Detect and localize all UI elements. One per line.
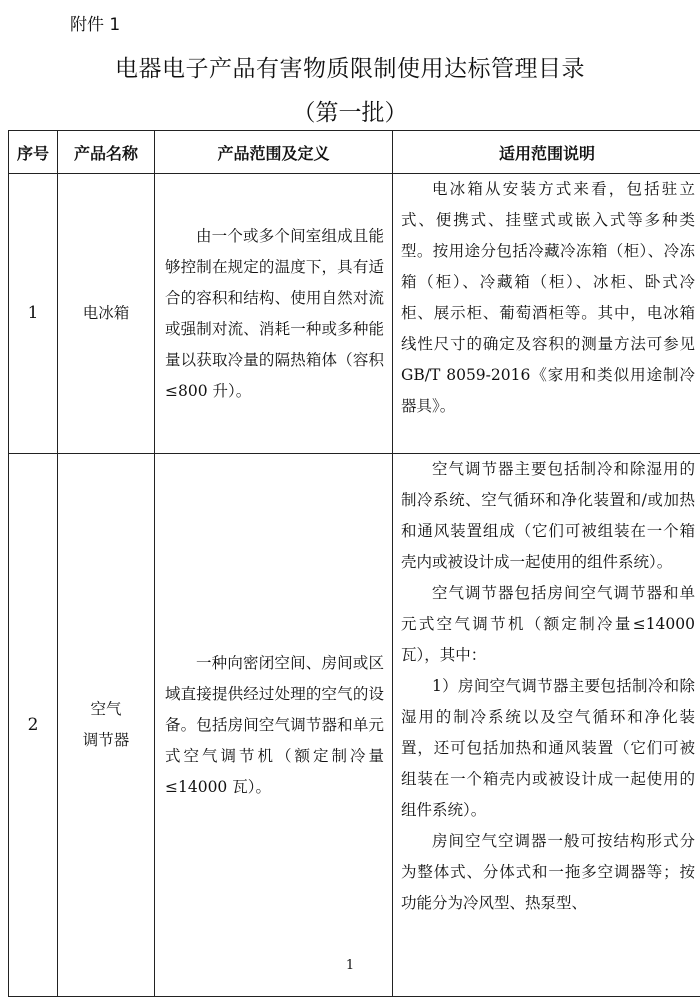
- page-subtitle: （第一批）: [0, 94, 700, 127]
- description-paragraph: 空气调节器主要包括制冷和除湿用的制冷系统、空气循环和净化装置和/或加热和通风装置组成（它们可被组装在一个箱壳内或被设计成一起使用的组件系统）。: [401, 454, 695, 578]
- table-row: [9, 454, 700, 997]
- attachment-label: 附件 1: [70, 10, 120, 35]
- table-row: [9, 174, 700, 454]
- definition-text: 一种向密闭空间、房间或区域直接提供经过处理的空气的设备。包括房间空气调节器和单元式空气调节机（额定制冷量≤14000 瓦）。: [165, 648, 384, 803]
- product-name-line: 空气: [59, 694, 153, 725]
- row-description: [393, 174, 700, 454]
- description-paragraph: 房间空气空调器一般可按结构形式分为整体式、分体式和一拖多空调器等；按功能分为冷风型、热泵型、: [401, 826, 695, 919]
- row-serial: 1: [9, 174, 58, 454]
- row-serial: 2: [9, 454, 58, 997]
- page-number: 1: [0, 958, 700, 973]
- product-name-line: 调节器: [59, 725, 153, 756]
- description-paragraph: 电冰箱从安装方式来看，包括驻立式、便携式、挂壁式或嵌入式等多种类型。按用途分包括冷藏冷冻箱（柜）、冷冻箱（柜）、冷藏箱（柜）、冰柜、卧式冷柜、展示柜、葡萄酒柜等。其中，电冰箱线性尺寸的确定及容积的测量方法可参见 GB/T 8059-2016《家用和类似用途制冷器具》。: [401, 174, 695, 422]
- description-paragraph: 空气调节器包括房间空气调节器和单元式空气调节机（额定制冷量≤14000 瓦），其中：: [401, 578, 695, 671]
- page-title: 电器电子产品有害物质限制使用达标管理目录: [0, 50, 700, 83]
- table-header-row: [9, 131, 700, 174]
- row-description: [393, 454, 700, 997]
- header-scope-definition: 产品范围及定义: [155, 131, 393, 174]
- row-definition: [155, 454, 393, 997]
- header-product-name: 产品名称: [58, 131, 155, 174]
- header-serial: 序号: [9, 131, 58, 174]
- definition-text: 由一个或多个间室组成且能够控制在规定的温度下，具有适合的容积和结构、使用自然对流或强制对流、消耗一种或多种能量以获取冷量的隔热箱体（容积≤800 升）。: [165, 221, 384, 407]
- catalog-table: [8, 130, 700, 997]
- header-scope-description: 适用范围说明: [393, 131, 700, 174]
- row-definition: [155, 174, 393, 454]
- row-product-name: 电冰箱: [58, 174, 155, 454]
- description-paragraph: 1）房间空气调节器主要包括制冷和除湿用的制冷系统以及空气循环和净化装置，还可包括加热和通风装置（它们可被组装在一个箱壳内或被设计成一起使用的组件系统）。: [401, 671, 695, 826]
- row-product-name: [58, 454, 155, 997]
